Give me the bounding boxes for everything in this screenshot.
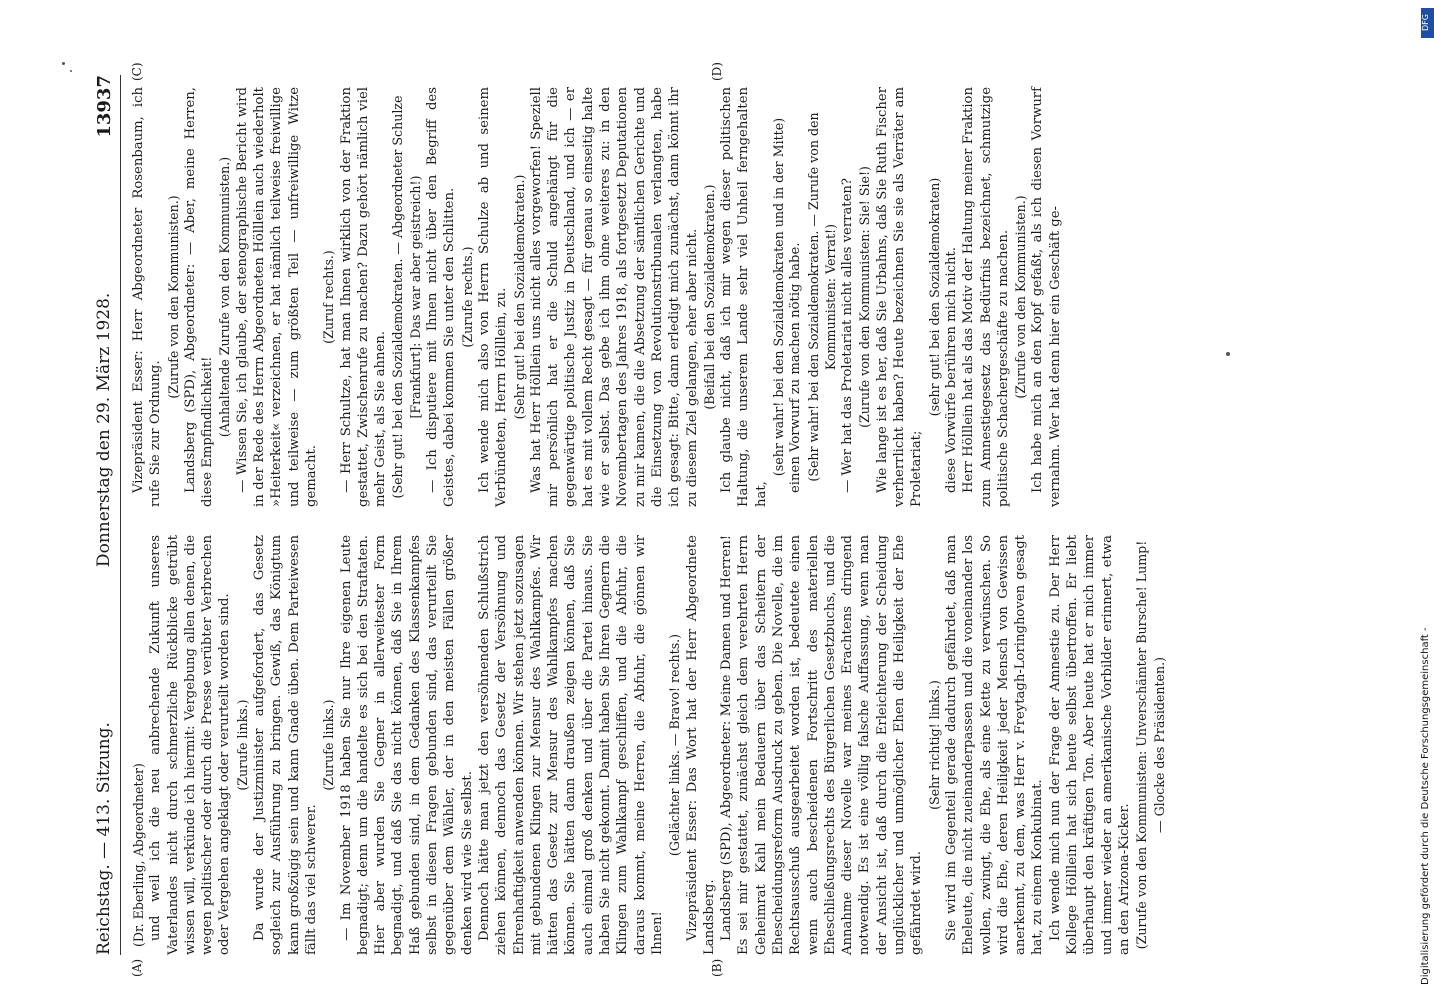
interjection: (Zurufe von den Kommunisten: Unverschämter Bursche! Lump! — Glocke des Präsidenten.) [1134, 540, 1167, 950]
paragraph: — Wissen Sie, ich glaube, der stenographische Bericht wird in der Rede des Herrn Abgeordneten Hölllein auch wiederholt »Heiterkeit« verzeichnen, er hat nämlich teilweise freiwillige und teilweise — zum größten Teil — unfreiwillige Witze gemacht. [234, 87, 319, 507]
paragraph: — Im November 1918 haben Sie nur Ihre eigenen Leute begnadigt; denn um die handelte es sich bei den Straftaten. Hier aber wurden Sie Gegner in allerweitester Form begnadigt, und daß Sie das nicht können, daß Sie in Ihrem Haß gebunden sind, in dem Gedanken des Klassenkampfes selbst in diesen Fragen gebunden sind, das verurteilt Sie gegenüber dem Wähler, der in den meisten Fällen größer denken wird wie Sie selbst. [338, 535, 475, 955]
interjection: (Beifall bei den Sozialdemokraten.) [701, 184, 717, 410]
margin-marker-d: (D) [710, 62, 724, 81]
digitization-credit: Digitalisierung gefördert durch die Deutsche Forschungsgemeinschaft - [1420, 627, 1431, 985]
margin-marker-c: (C) [130, 62, 144, 81]
interjection: (Zurufe von den Kommunisten: Sie! Sie!) [857, 166, 873, 428]
paragraph: Landsberg (SPD), Abgeordneter: Meine Damen und Herren! Es sei mir gestattet, zunächst gleich dem verehrten Herrn Geheimrat Kahl mein Bedauern über das Scheitern der Ehescheidungsreform Ausdruck zu geben. Die Novelle, die im Rechtsausschuß ausgearbeitet worden ist, bedeutete einen wenn auch bescheidenen Fortschritt des materiellen Eheschließungsrechts des Bürgerlichen Gesetzbuchs, und die Annahme dieser Novelle war meines Erachtens dringend notwendig. Es ist eine völlig falsche Auffassung, wenn man der Ansicht ist, daß durch die Erleichterung der Scheidung unglücklicher und unmöglicher Ehen die Heiligkeit der Ehe gefährdet wird. [719, 535, 925, 955]
interjection: (Zurufe von den Kommunisten.) [165, 195, 181, 399]
scan-speck [70, 70, 72, 72]
paragraph: und weil ich die neu anbrechende Zukunft unseres Vaterlandes nicht durch schmerzliche Rückblicke getrübt wissen will, verkünde ich hiermit: Vergebung allen denen, die wegen politischer oder durch die Presse verübter Verbrechen oder Vergehen angeklagt oder verurteilt worden sind. [148, 535, 233, 955]
margin-marker-a: (A) [130, 958, 144, 977]
left-text-column [130, 535, 1168, 955]
paragraph: Wie lange ist es her, daß Sie Urbahns, daß Sie Ruth Fischer verherrlicht haben? Heute bezeichnen Sie sie als Verräter am Proletariat; [874, 87, 925, 507]
paragraph: Vizepräsident Esser: Das Wort hat der Herr Abgeordnete Landsberg. [684, 535, 717, 955]
paragraph: Ich wende mich nun der Frage der Amnestie zu. Der Herr Kollege Hölllein hat sich heute selbst übertroffen. Er liebt überhaupt den kräftigen Ton. Aber heute hat er mich immer und immer wieder an amerikanische Vorbilder erinnert, etwa an den Arizona-Kicker. [1047, 535, 1132, 955]
right-text-column [130, 87, 1064, 507]
interjection: (Zurufe von den Kommunisten.) [1013, 195, 1029, 399]
interjection: (sehr wahr! bei den Sozialdemokraten und in der Mitte) [770, 117, 786, 477]
paragraph: diese Vorwürfe berühren mich nicht. [943, 247, 959, 493]
paragraph: (Dr. Eberling, Abgeordneter) [131, 763, 146, 947]
interjection: (Zurufe rechts.) [459, 246, 475, 348]
header-date: Donnerstag den 29. März 1928. [94, 292, 114, 568]
paragraph: einen Vorwurf zu machen nötig habe. [788, 242, 804, 493]
margin-marker-b: (B) [710, 958, 724, 977]
interjection: (Gelächter links. — Bravo! rechts.) [667, 633, 683, 857]
interjection: (Sehr wahr! bei den Sozialdemokraten. — Zurufe von den Kommunisten: Verrat!) [805, 112, 838, 482]
interjection: (Zurufe links.) [234, 699, 250, 791]
paragraph: — Wer hat das Proletariat nicht alles verraten? [840, 178, 856, 493]
paragraph: Ich habe mich an den Kopf gefaßt, als ich diesen Vorwurf vernahm. Wer hat denn hier ein Geschäft ge- [1030, 87, 1063, 507]
paragraph: Da wurde der Justizminister aufgefordert, das Gesetz sogleich zur Ausführung zu bringen. Gewiß, das Königtum kann großzügig sein und kann Gnade üben. Dem Parteiwesen fällt das viel schwerer. [252, 535, 319, 955]
scan-speck [1226, 352, 1230, 356]
dfg-logo: DFG [1421, 8, 1434, 38]
rotated-document-page [90, 62, 1300, 977]
paragraph: — Herr Schultze, hat man Ihnen wirklich von der Fraktion gestattet, Zwischenrufe zu machen? Dazu gehört nämlich viel mehr Geist, als Sie ahnen. [338, 87, 389, 507]
paragraph: Herr Hölllein hat als das Motiv der Haltung meiner Fraktion zum Amnestiegesetz das Bedürfnis bezeichnet, schmutzige politische Schachergeschäfte zu machen. [961, 87, 1011, 507]
interjection: (Zuruf rechts.) [321, 250, 337, 344]
paragraph: Ich wende mich also von Herrn Schulze ab und seinem Verbündeten, Herrn Hölllein, zu. [476, 87, 510, 507]
interjection: (Anhaltende Zurufe von den Kommunisten.) [217, 156, 233, 438]
page-number: 13937 [93, 75, 115, 138]
paragraph: Ich glaube nicht, daß ich mir wegen dieser politischen Haltung, die unserem Lande sehr viel Unheil ferngehalten hat, [719, 87, 769, 507]
paragraph: Dennoch hätte man jetzt den versöhnenden Schlußstrich ziehen können, dennoch das Gesetz der Versöhnung und Ehrenhaftigkeit anwenden können. Wir stehen jetzt sozusagen mit gebundenen Klingen zur Mensur des Wahlkampfes. Wir hätten das Gesetz zur Mensur des Wahlkampfes machen können. Sie hätten dann draußen zeigen können, daß Sie auch einmal groß denken und über die Partei hinaus. Sie haben Sie nicht gekonnt. Damit haben Sie Ihren Gegnern die Klingen zum Wahlkampf geschliffen, und die Abfuhr, die daraus kommt, meine Herren, die Abfuhr, die gönnen wir Ihnen! [476, 535, 665, 955]
interjection: (Sehr richtig! links.) [926, 680, 942, 810]
interjection: (sehr gut! bei den Sozialdemokraten) [926, 177, 942, 417]
header-rule [120, 75, 121, 955]
interjection: (Zurufe links.) [321, 699, 337, 791]
interjection: (Sehr gut! bei den Sozialdemokraten.) [511, 174, 527, 420]
paragraph: Landsberg (SPD), Abgeordneter: — Aber, meine Herren, diese Empfindlichkeit! [182, 87, 216, 507]
paragraph: Vizepräsident Esser: Herr Abgeordneter Rosenbaum, ich rufe Sie zur Ordnung. [131, 87, 164, 507]
interjection: (Sehr gut! bei den Sozialdemokraten. — Abgeordneter Schulze [Frankfurt]: Das war aber geistreich!) [390, 95, 423, 499]
scan-speck [62, 62, 65, 65]
paragraph: Sie wird im Gegenteil gerade dadurch gefährdet, daß man Eheleute, die nicht zueinanderpassen und die voneinander los wollen, zwingt, die Ehe, als eine Kette zu verwünschen. So wird die Ehe, deren Heiligkeit jeder Mensch von Gewissen anerkennt, zu dem, was Herr v. Freytagh-Loringhoven gesagt hat, zu einem Konkubinat. [943, 535, 1046, 955]
paragraph: — Ich disputiere mit Ihnen nicht über den Begriff des Geistes, dabei kommen Sie unter den Schlitten. [425, 87, 458, 507]
header-left: Reichstag. — 413. Sitzung. [94, 722, 114, 955]
paragraph: Was hat Herr Hölllein uns nicht alles vorgeworfen! Speziell mir persönlich hat er die Schuld angehängt für die gegenwärtige politische Justiz in Deutschland, und ich — er hat es mit vollem Recht gesagt — für genau so einseitig halte wie er selbst. Das gebe ich ihm ohne weiteres zu: in den Novembertagen des Jahres 1918, als fortgesetzt Deputationen zu mir kamen, die die Absetzung der sämtlichen Gerichte und die Einsetzung von Revolutionstribunalen verlangten, habe ich gesagt: Bitte, dann erledigt mich zunächst, dann könnt ihr zu diesem Ziel gelangen, eher aber nicht. [528, 87, 700, 507]
page-header [90, 75, 118, 955]
